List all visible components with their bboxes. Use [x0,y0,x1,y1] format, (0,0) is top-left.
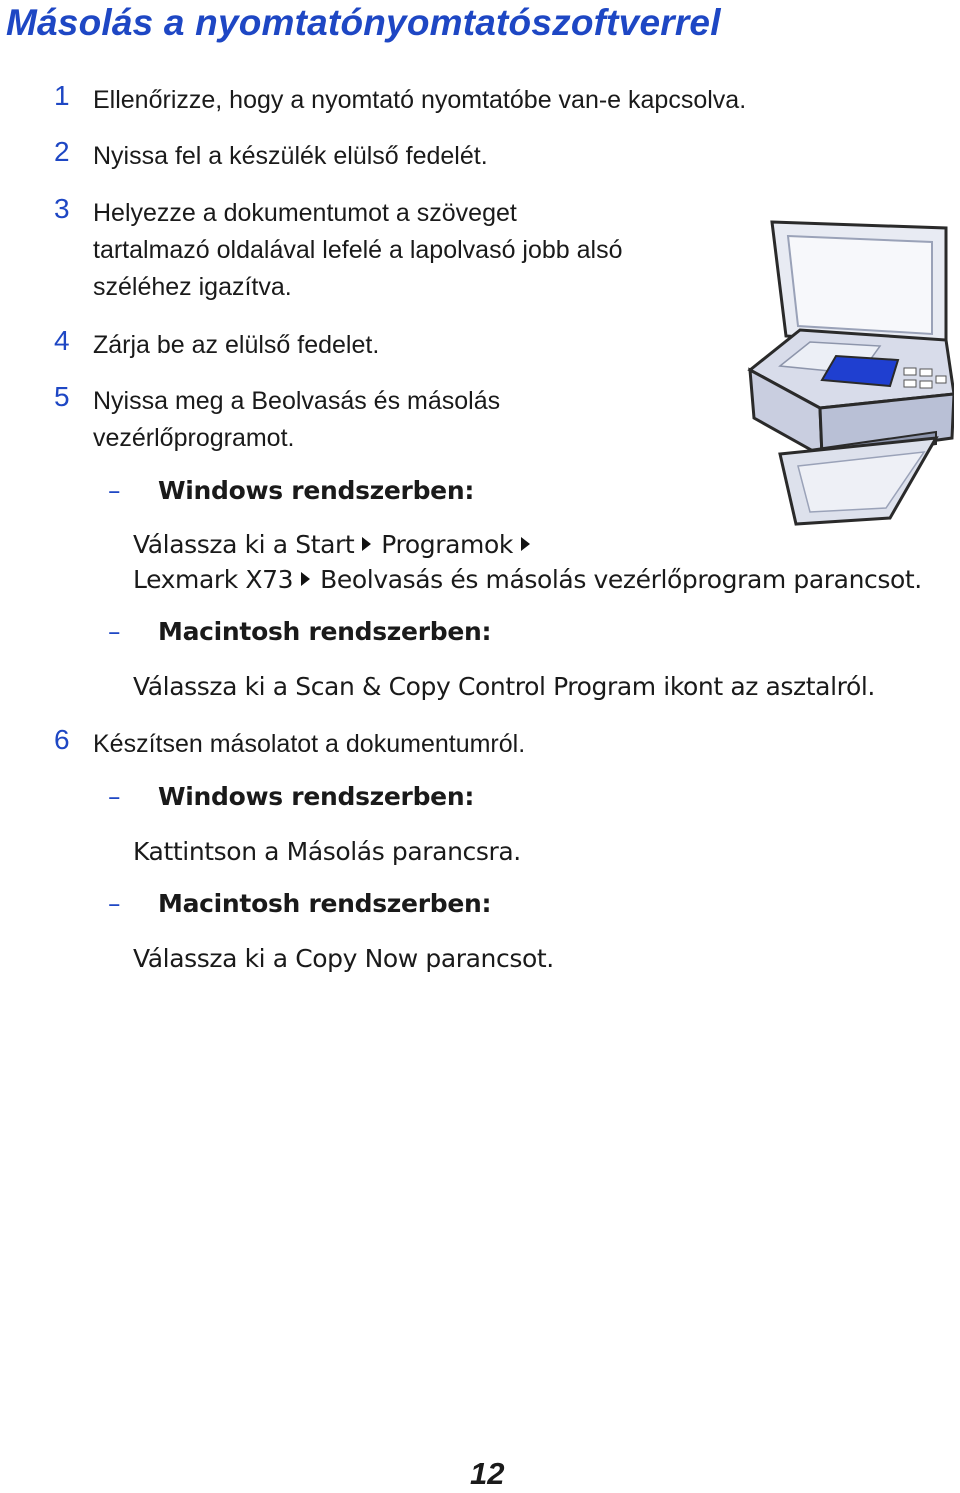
dash-bullet: – [108,889,121,918]
step-line: tartalmazó oldalával lefelé a lapolvasó jobb alsó [93,236,623,264]
step-line: Ellenőrizze, hogy a nyomtató nyomtatóbe van-e kapcsolva. [93,86,747,114]
step-number: 3 [54,193,70,224]
menu-arrow-icon [301,572,310,586]
step-line: széléhez igazítva. [93,273,292,301]
page-number: 12 [470,1456,505,1491]
step-text [93,726,525,763]
step-line: Helyezze a dokumentumot a szöveget [93,199,517,227]
step-line: Nyissa fel a készülék elülső fedelét. [93,142,488,170]
instruction-line [133,563,922,597]
subsection-heading: Windows rendszerben: [158,782,475,811]
step-line: Nyissa meg a Beolvasás és másolás [93,387,501,415]
step-number: 2 [54,136,70,167]
menu-path-item: Válassza ki a Start [133,530,355,559]
instruction-line: Válassza ki a Scan & Copy Control Program ikont az asztalról. [133,672,875,701]
step-line: vezérlőprogramot. [93,424,295,452]
instruction-line: Kattintson a Másolás parancsra. [133,837,521,866]
page-title: Másolás a nyomtatónyomtatószoftverrel [6,2,721,43]
menu-path-item: Programok [381,530,513,559]
subsection-heading: Macintosh rendszerben: [158,617,492,646]
step-text [93,383,500,457]
step-number: 5 [54,381,70,412]
instruction-line [133,528,540,562]
subsection-heading: Windows rendszerben: [158,476,475,505]
step-line: Zárja be az elülső fedelet. [93,331,380,359]
step-number: 4 [54,325,70,356]
step-text [93,138,488,175]
menu-path-item: Beolvasás és másolás vezérlőprogram parancsot. [320,565,922,594]
menu-arrow-icon [362,537,371,551]
step-line: Készítsen másolatot a dokumentumról. [93,730,526,758]
step-number: 6 [54,724,70,755]
instruction-line: Válassza ki a Copy Now parancsot. [133,944,554,973]
dash-bullet: – [108,476,121,505]
subsection-heading: Macintosh rendszerben: [158,889,492,918]
menu-arrow-icon [521,537,530,551]
step-text [93,327,379,364]
menu-path-item: Lexmark X73 [133,565,294,594]
step-text [93,82,746,119]
step-text [93,195,623,306]
printer-scanner-icon [740,218,954,528]
dash-bullet: – [108,782,121,811]
step-number: 1 [54,80,70,111]
dash-bullet: – [108,617,121,646]
